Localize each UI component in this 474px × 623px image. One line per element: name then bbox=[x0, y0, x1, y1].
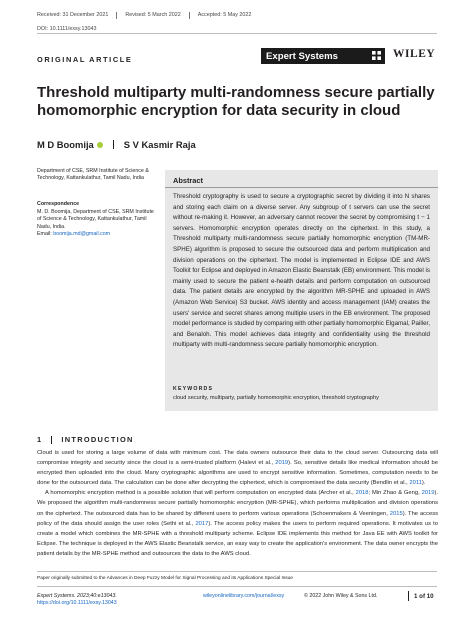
section-heading bbox=[37, 435, 134, 444]
footer-citation bbox=[37, 593, 117, 608]
abstract-box bbox=[165, 170, 438, 411]
journal-banner bbox=[261, 48, 385, 64]
text-run: ). The access policy of the data should assign the user roles (Sethi et al., bbox=[37, 510, 438, 527]
abstract-rule bbox=[165, 187, 438, 188]
abstract-text: Threshold cryptography is used to secure a cryptographic secret by dividing it into N shares and storing each claim on a diverse server. Any subgroup of t servers can use the secret without re-making it. However, an adversary cannot recover the secret by compromising t − 1 servers. Homomorphic encryption operates directly on the ciphertext. In this study, a Threshold multiparty multi-randomness secure partially homomorphic encryption (TM-MR-SPHE) algorithm is proposed to secure the outsourced data and perform multiplication and division operations on the ciphertext. The model is implemented in Eclipse IDE and AWS Toolkit for Eclipse and deployed in Amazon Elastic Beanstalk (EB) environment. This model is mainly used to secure the patient e-health details and perform computation on outsourced data. The patient details are encrypted by the algorithm MR-SPHE and uploaded in AWS (Amazon Web Service) S3 bucket. AWS identity and access management (IAM) creates the users' service and secret shares among multiple users in the EB environment. The proposed model performance is studied by comparing with other partially homomorphic Elgamal, Pailler, and Benaloh. This model achieves data integrity and confidentiality using the threshold multiparty with multi-randomness secure partially homomorphic encryption. bbox=[173, 193, 430, 349]
doi-link[interactable]: https://doi.org/10.1111/exsy.13043 bbox=[37, 600, 117, 607]
keywords-heading: KEYWORDS bbox=[173, 386, 214, 392]
email-line bbox=[37, 231, 157, 238]
footnote: Paper originally submitted to the Advances in Deep Fuzzy Model for Signal Processing and its Applications Special Issue bbox=[37, 576, 293, 581]
correspondence-address: M. D. Boomija, Department of CSE, SRM Institute of Science & Technology, Kattankulathur, Tamil Nadu, India. bbox=[37, 209, 154, 230]
copyright: © 2022 John Wiley & Sons Ltd. bbox=[304, 593, 378, 599]
text-run: ; Min Zhao & Geng, bbox=[368, 490, 422, 497]
email-label: Email: bbox=[37, 231, 54, 238]
date-line bbox=[37, 12, 437, 22]
journal-logo-icon bbox=[372, 51, 381, 60]
paragraph bbox=[37, 448, 438, 488]
author-list bbox=[37, 139, 196, 150]
journal-name: Expert Systems bbox=[266, 50, 338, 62]
section-number: 1 bbox=[37, 435, 43, 444]
author-name[interactable]: M D Boomija bbox=[37, 139, 94, 150]
author-divider bbox=[113, 140, 114, 149]
page-number: 1 of 10 bbox=[408, 591, 434, 601]
footer-rule bbox=[37, 586, 437, 587]
section-title: INTRODUCTION bbox=[61, 435, 134, 444]
revised-date: Revised: 5 March 2022 bbox=[125, 12, 181, 18]
email-link[interactable]: boomija.md@gmail.com bbox=[53, 231, 111, 238]
footnote-rule bbox=[37, 571, 437, 572]
doi: DOI: 10.1111/exsy.13043 bbox=[37, 26, 97, 32]
abstract-heading: Abstract bbox=[173, 176, 203, 185]
received-date: Received: 31 December 2021 bbox=[37, 12, 109, 18]
correspondence bbox=[37, 209, 157, 239]
text-run: ). We proposed the algorithm multi-randomness secure partially homomorphic encryption (MR-SPHE), which performs multiplication and division operations on the ciphertext. The outsourced data has to be shared by different users to perform various operations (Schoenmakers & Veeningen, bbox=[37, 490, 439, 517]
citation-link[interactable]: 2017 bbox=[195, 520, 209, 527]
article-type: ORIGINAL ARTICLE bbox=[37, 55, 133, 64]
citation-link[interactable]: 2019 bbox=[421, 490, 435, 497]
journal-reference: Expert Systems. 2023;40:e13043. bbox=[37, 593, 117, 599]
publisher-logo: WILEY bbox=[393, 48, 436, 60]
orcid-icon[interactable] bbox=[97, 142, 103, 148]
citation-link[interactable]: 2018 bbox=[355, 490, 369, 497]
paragraph bbox=[37, 488, 438, 559]
text-run: Cloud is used for storing a large volume of data with minimum cost. The data owners outsource their data to the cloud server. Outsourcing data will compromise integrity and security since the cloud is a semi-trusted platform (Halevi et al., bbox=[37, 450, 438, 467]
text-run: A homomorphic encryption method is a possible solution that will perform computation on encrypted data (Archer et al., bbox=[45, 490, 356, 497]
citation-link[interactable]: 2019 bbox=[275, 460, 289, 467]
journal-site-link[interactable]: wileyonlinelibrary.com/journal/exsy bbox=[203, 593, 285, 599]
text-run: ). So, sensitive details like medical information should be encrypted then uploaded into the cloud. Many cryptographic algorithms are used to encrypt sensitive information. Sometimes, computation needs to be done for the outsourced data. The calculation can be done after decrypting the ciphertext, which is compromised the data security (Bendlin et al., bbox=[37, 460, 438, 487]
text-run: ). bbox=[421, 480, 426, 487]
accepted-date: Accepted: 5 May 2022 bbox=[197, 12, 252, 18]
text-run: ). The access policy makes the users to perform required operations. It motivates us to create a model which combines the MR-SPHE with a threshold multiparty scheme. Eclipse IDE implements this method for Java EE with AWS toolkit for Eclipse. The technique is deployed in the AWS Elastic Beanstalk service, an easy way to create the application's environment. The data owner encrypts the patient details by the MR-SPHE method and outsources the data to the AWS cloud. bbox=[37, 520, 438, 557]
date-divider bbox=[116, 12, 117, 19]
correspondence-heading: Correspondence bbox=[37, 201, 80, 207]
date-divider bbox=[189, 12, 190, 19]
keywords: cloud security, multiparty, partially homomorphic encryption, threshold cryptography bbox=[173, 395, 379, 401]
header-rule bbox=[37, 33, 437, 34]
author-name[interactable]: S V Kasmir Raja bbox=[123, 139, 196, 150]
citation-link[interactable]: 2011 bbox=[409, 480, 422, 487]
citation-link[interactable]: 2015 bbox=[389, 510, 403, 517]
affiliation: Department of CSE, SRM Institute of Science & Technology, Kattankulathur, Tamil Nadu, India bbox=[37, 168, 149, 182]
paper-title: Threshold multiparty multi-randomness secure partially homomorphic encryption for data security in cloud bbox=[37, 84, 435, 119]
section-divider bbox=[51, 436, 52, 444]
introduction-body bbox=[37, 448, 438, 559]
